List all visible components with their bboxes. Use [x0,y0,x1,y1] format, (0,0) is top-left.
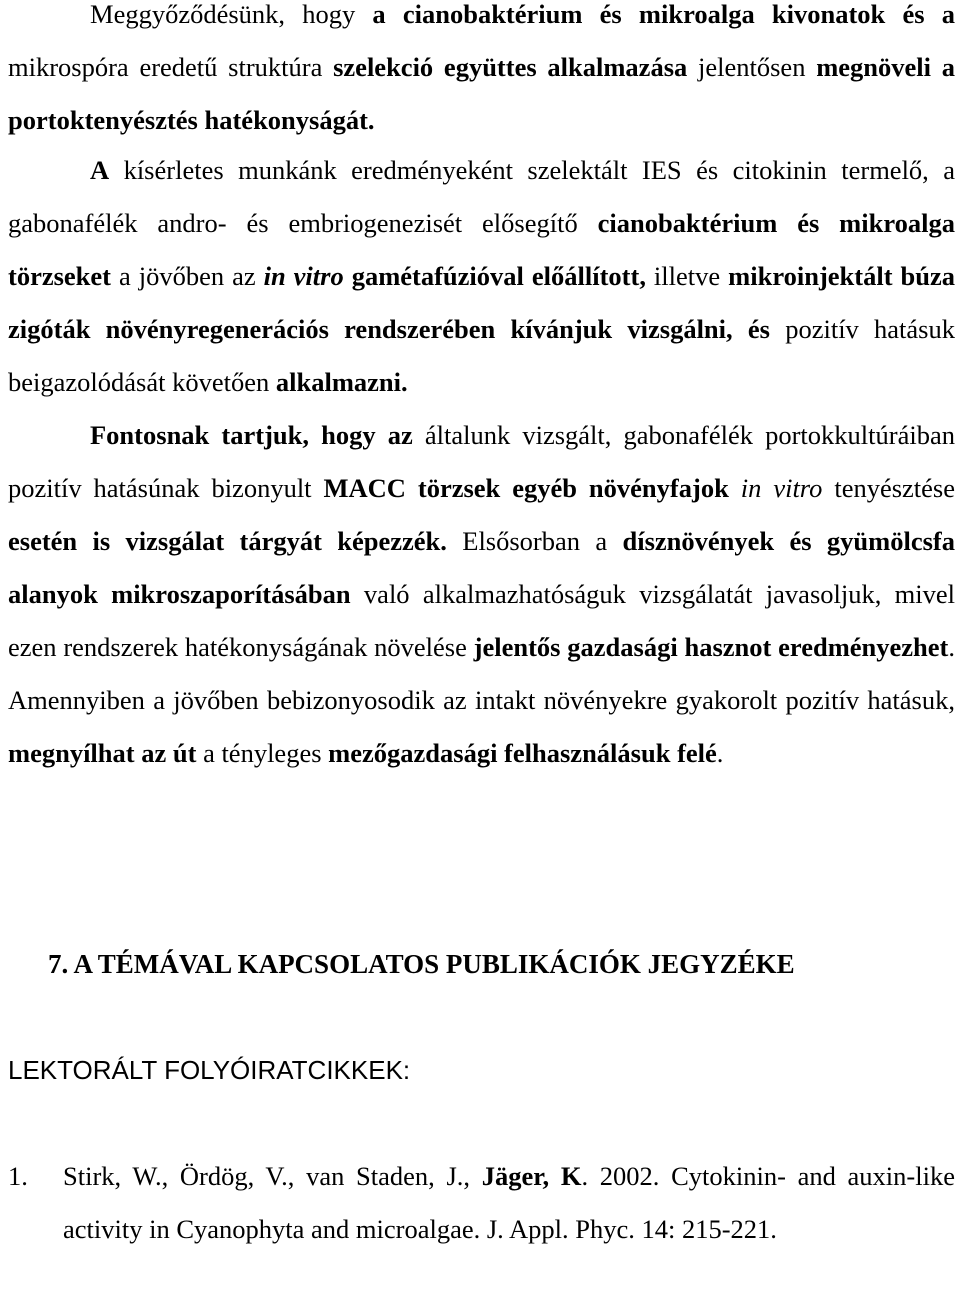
reference-text [63,1150,955,1256]
text-run: illetve [645,261,729,291]
text-run: jelentős gazdasági hasznot eredményezhet [473,632,949,662]
section-heading: 7. A TÉMÁVAL KAPCSOLATOS PUBLIKÁCIÓK JEGYZÉKE [48,949,795,979]
text-run: a jövőben az [111,261,264,291]
text-run: . [716,738,724,768]
text-run: in vitro [263,261,344,291]
text-run: cianobaktérium és mikroalga törzseket [8,208,956,291]
text-run: kísérletes munkánk eredményeként szelektált IES és citokinin termelő, a gabonafélék andro- és embriogenezisét elősegítő [8,155,955,238]
text-run: mezőgazdasági felhasználásuk felé [328,738,717,768]
text-run: A [90,155,110,185]
text-run: gamétafúzióval előállított, [343,261,646,291]
text-run: mikrospóra eredetű struktúra [8,52,334,82]
text-run: megnyílhat az út [8,738,197,768]
text-run: MACC törzsek egyéb növényfajok [323,473,729,503]
text-run: jelentősen [687,52,817,82]
text-run: Fontosnak tartjuk, hogy az [90,420,413,450]
paragraph-conviction [8,0,955,147]
text-run: esetén is vizsgálat tárgyát képezzék. [8,526,447,556]
text-run: általunk vizsgált, gabonafélék portokkultúráiban pozitív hatásúnak bizonyult [8,420,955,503]
text-run: alkalmazni. [275,367,408,397]
text-run: pozitív hatásuk beigazolódását követően [8,314,955,397]
text-run: Elsősorban a [446,526,623,556]
text-run: . Amennyiben a jövőben bebizonyosodik az intakt növényekre gyakorolt pozitív hatásuk, [8,632,956,715]
text-run: Stirk, W., Ördög, V., van Staden, J., [63,1161,482,1191]
text-run: in vitro [740,473,823,503]
reference-number: 1. [8,1161,28,1191]
text-run: mikroinjektált búza zigóták növényregenerációs rendszerében kívánjuk vizsgálni, és [8,261,956,344]
text-run: Meggyőződésünk, hogy [90,0,373,29]
section-subheading: LEKTORÁLT FOLYÓIRATCIKKEK: [8,1055,411,1085]
text-run: a cianobaktérium és mikroalga kivonatok és a [372,0,955,29]
text-run: tenyésztése [822,473,955,503]
paragraph-further-applications [8,409,955,780]
text-run: . 2002. Cytokinin- and auxin-like activity in Cyanophyta and microalgae. J. Appl. Phyc. 14: 215-221. [63,1161,955,1244]
text-run: a tényleges [196,738,329,768]
text-run: szelekció együttes alkalmazása [333,52,688,82]
text-run [729,473,741,503]
text-run: Jäger, K [481,1161,582,1191]
text-run: megnöveli a portoktenyésztés hatékonyságát. [8,52,956,135]
paragraph-experimental-results [8,144,955,409]
text-run: való alkalmazhatóságuk vizsgálatát javasoljuk, mivel ezen rendszerek hatékonyságának növelése [8,579,955,662]
text-run: dísznövények és gyümölcsfa alanyok mikroszaporításában [8,526,955,609]
